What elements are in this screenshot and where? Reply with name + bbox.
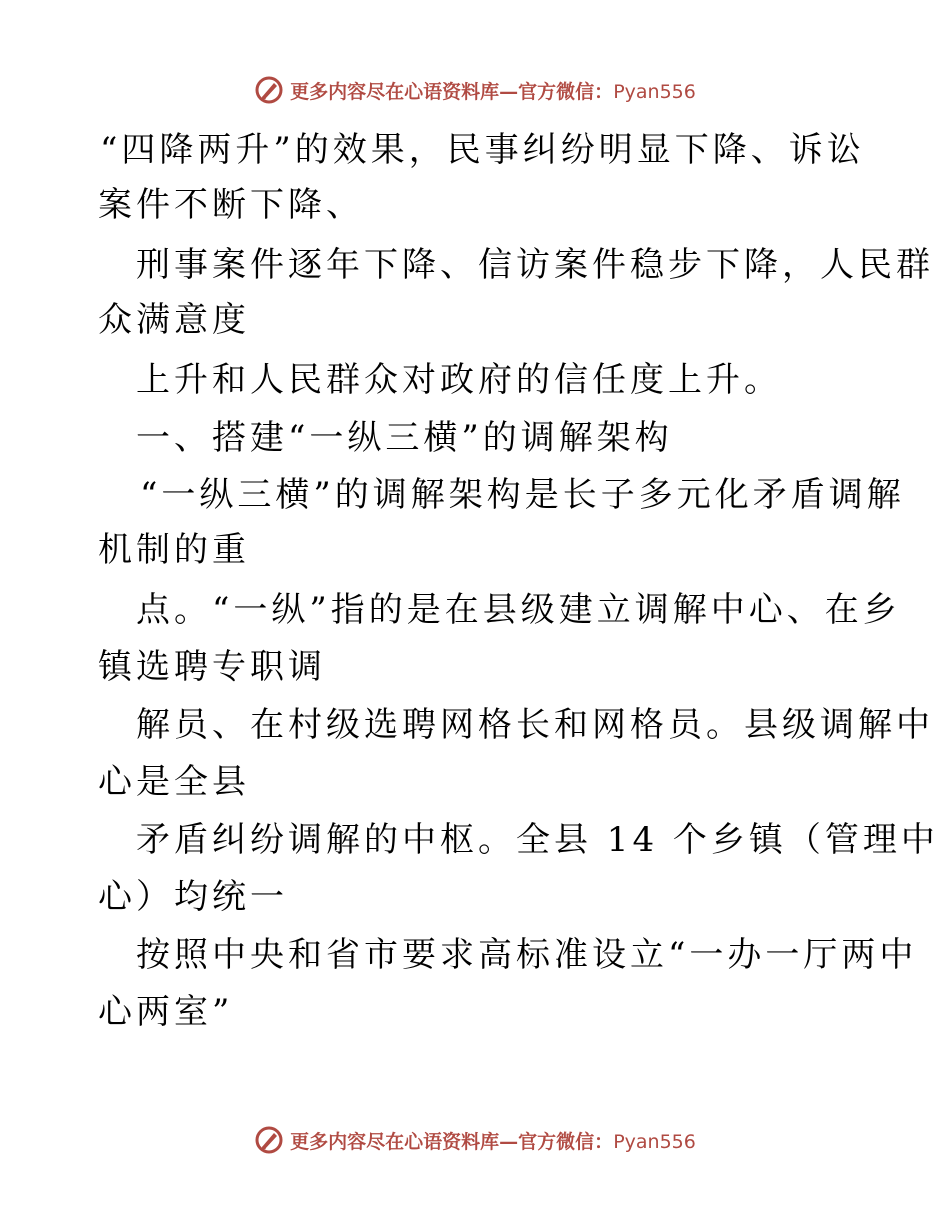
pen-logo-icon — [254, 1125, 284, 1155]
text-line: 按照中央和省市要求高标准设立“一办一厅两中 — [136, 935, 918, 975]
text-line: “四降两升”的效果，民事纠纷明显下降、诉讼 — [100, 130, 865, 170]
text-line: 机制的重 — [98, 530, 250, 570]
text-line: 解员、在村级选聘网格长和网格员。县级调解中 — [136, 705, 934, 745]
text-line: “一纵三横”的调解架构是长子多元化矛盾调解 — [140, 475, 905, 515]
text-line: 心两室” — [98, 992, 234, 1032]
text-line: 一、搭建“一纵三横”的调解架构 — [136, 418, 673, 458]
text-line: 刑事案件逐年下降、信访案件稳步下降，人民群 — [136, 245, 934, 285]
header-watermark — [0, 70, 950, 110]
text-line: 心）均统一 — [98, 877, 288, 917]
footer-watermark — [0, 1120, 950, 1160]
text-line: 镇选聘专职调 — [98, 647, 326, 687]
text-line: 案件不断下降、 — [98, 185, 364, 225]
watermark-text: 更多内容尽在心语资料库—官方微信：Pyan556 — [290, 1130, 696, 1153]
text-line: 上升和人民群众对政府的信任度上升。 — [136, 360, 782, 400]
watermark-text: 更多内容尽在心语资料库—官方微信：Pyan556 — [290, 80, 696, 103]
pen-logo-icon — [254, 75, 284, 105]
text-line: 众满意度 — [98, 300, 250, 340]
text-line: 心是全县 — [98, 762, 250, 802]
text-line: 点。“一纵”指的是在县级建立调解中心、在乡 — [136, 590, 901, 630]
text-line: 矛盾纠纷调解的中枢。全县 14 个乡镇（管理中 — [136, 820, 939, 860]
